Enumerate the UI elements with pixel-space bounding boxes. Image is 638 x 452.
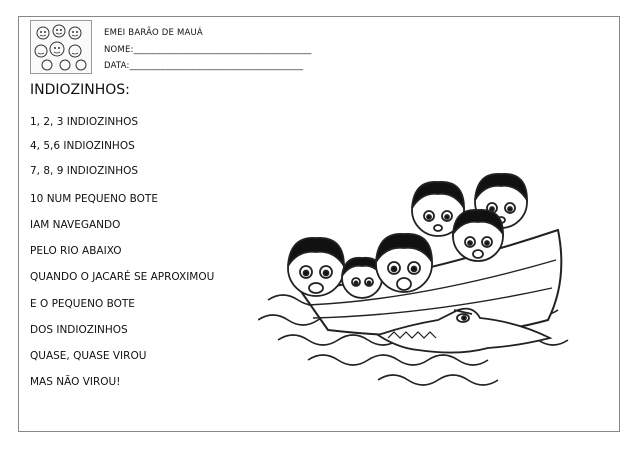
verse-line: 7, 8, 9 INDIOZINHOS [30,165,139,177]
verse-line: PELO RIO ABAIXO [30,245,122,257]
school-name: EMEI BARÃO DE MAUÁ [104,28,203,38]
date-field: DATA:_______________________________________ [104,61,304,71]
school-logo [30,20,92,74]
verse-line: IAM NAVEGANDO [30,219,121,231]
name-field: NOME:________________________________________ [104,45,312,55]
verse-line: MAS NÃO VIROU! [30,376,121,388]
verse-line: 10 NUM PEQUENO BOTE [30,193,158,205]
song-title: INDIOZINHOS: [30,82,130,98]
verse-line: QUANDO O JACARÉ SE APROXIMOU [30,271,215,283]
verse-line: QUASE, QUASE VIROU [30,350,147,362]
verse-line: DOS INDIOZINHOS [30,324,128,336]
boat-illustration [258,160,584,396]
verse-line: 4, 5,6 INDIOZINHOS [30,140,135,152]
verse-line: 1, 2, 3 INDIOZINHOS [30,116,139,128]
verse-line: E O PEQUENO BOTE [30,298,135,310]
